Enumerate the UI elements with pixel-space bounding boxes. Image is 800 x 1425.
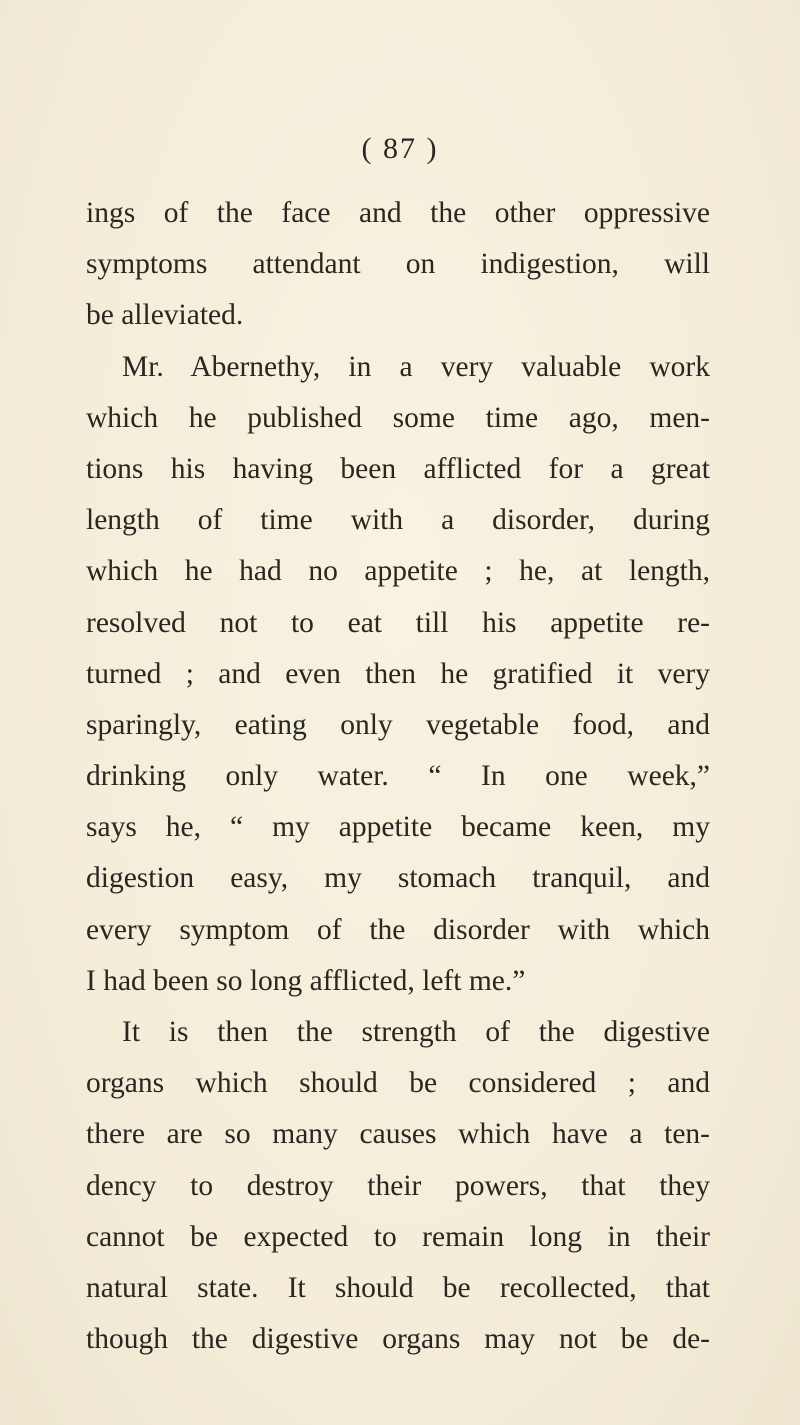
text-line: be alleviated. (86, 299, 244, 332)
body-text (86, 188, 710, 1365)
text-line: symptoms attendant on indigestion, will (86, 248, 710, 281)
text-line: every symptom of the disorder with which (86, 913, 710, 946)
text-line: sparingly, eating only vegetable food, and (86, 708, 710, 741)
text-line: though the digestive organs may not be de- (86, 1323, 710, 1356)
text-line: natural state. It should be recollected, that (86, 1271, 710, 1304)
text-line: which he published some time ago, men- (86, 401, 710, 434)
text-line: dency to destroy their powers, that they (86, 1169, 710, 1202)
text-line: drinking only water. “ In one week,” (86, 760, 710, 793)
text-line: digestion easy, my stomach tranquil, and (86, 862, 710, 895)
text-line: there are so many causes which have a ten- (86, 1118, 710, 1151)
text-line: I had been so long afflicted, left me.” (86, 964, 526, 997)
text-line: says he, “ my appetite became keen, my (86, 811, 710, 844)
text-line: ings of the face and the other oppressive (86, 197, 710, 229)
text-line: turned ; and even then he gratified it very (86, 657, 710, 690)
text-line: Mr. Abernethy, in a very valuable work (122, 350, 710, 383)
text-line: tions his having been afflicted for a great (86, 452, 710, 485)
page-number: ( 87 ) (361, 132, 439, 165)
text-line: It is then the strength of the digestive (122, 1016, 710, 1048)
text-line: organs which should be considered ; and (86, 1067, 710, 1100)
text-line: resolved not to eat till his appetite re- (86, 606, 710, 639)
text-line: length of time with a disorder, during (86, 504, 710, 537)
text-line: which he had no appetite ; he, at length, (86, 555, 710, 588)
text-line: cannot be expected to remain long in their (86, 1220, 710, 1253)
